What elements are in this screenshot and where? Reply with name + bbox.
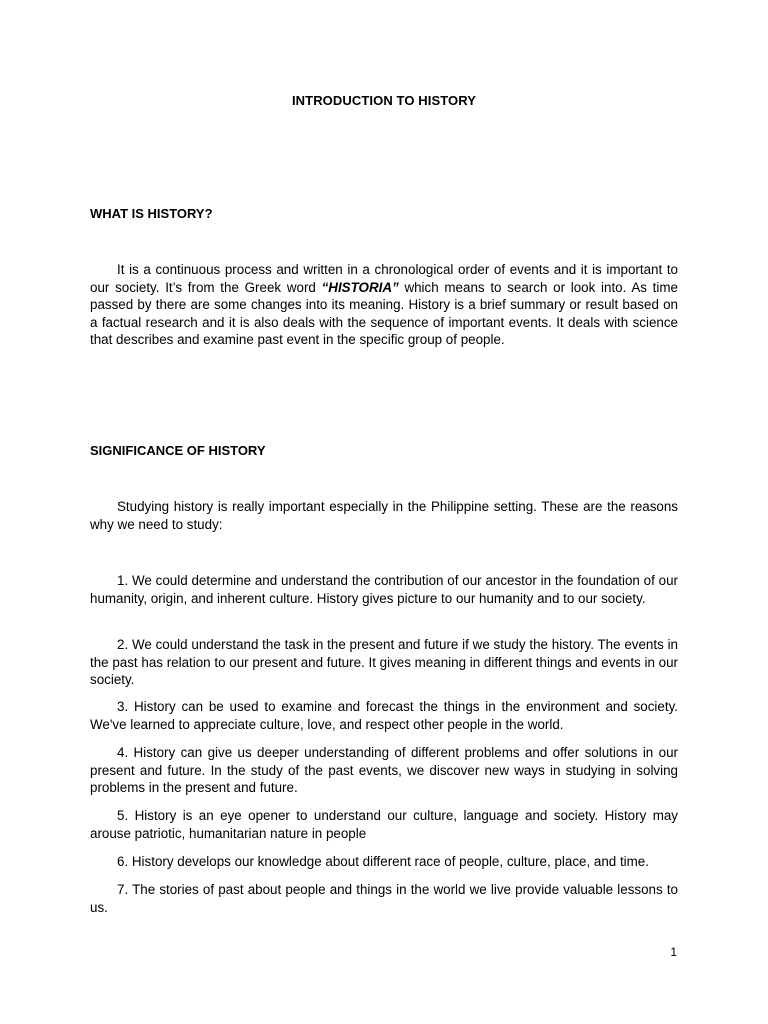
- page-title: INTRODUCTION TO HISTORY: [291, 93, 477, 108]
- greek-word-emphasis: “HISTORIA”: [321, 279, 399, 295]
- definition-text-end: which means to search or look into. As time passed by there are some changes into its meaning. History is a brief summary or result based on a factual research and it is also deals with the sequence of important events. It deals with science that describes and examine past event in the specific group of people.: [90, 279, 678, 348]
- list-item-6: 6. History develops our knowledge about different race of people, culture, place, and time.: [117, 854, 649, 869]
- definition-text-start: It is a continuous process and written in a chronological order of events and it is important to our society. It’s from the Greek word: [90, 262, 678, 295]
- list-item-3: 3. History can be used to examine and forecast the things in the environment and society. We've learned to appreciate culture, love, and respect other people in the world.: [90, 699, 678, 732]
- list-item-1: 1. We could determine and understand the contribution of our ancestor in the foundation of our humanity, origin, and inherent culture. History gives picture to our humanity and to our society.: [90, 573, 678, 606]
- section-heading-significance: SIGNIFICANCE OF HISTORY: [90, 443, 266, 458]
- list-item-2: 2. We could understand the task in the present and future if we study the history. The events in the past has relation to our present and future. It gives meaning in different things and events in our society.: [90, 637, 678, 688]
- definition-paragraph: [90, 261, 678, 349]
- page-number: 1: [670, 945, 677, 959]
- list-item-7: 7. The stories of past about people and things in the world we live provide valuable lessons to us.: [90, 882, 678, 915]
- significance-intro-paragraph: Studying history is really important especially in the Philippine setting. These are the reasons why we need to study:: [90, 499, 678, 532]
- list-item-4: 4. History can give us deeper understanding of different problems and offer solutions in our present and future. In the study of the past events, we discover new ways in studying in solving problems in the present and future.: [90, 745, 678, 796]
- section-heading-what-is-history: WHAT IS HISTORY?: [90, 206, 213, 221]
- list-item-5: 5. History is an eye opener to understand our culture, language and society. History may arouse patriotic, humanitarian nature in people: [90, 808, 678, 841]
